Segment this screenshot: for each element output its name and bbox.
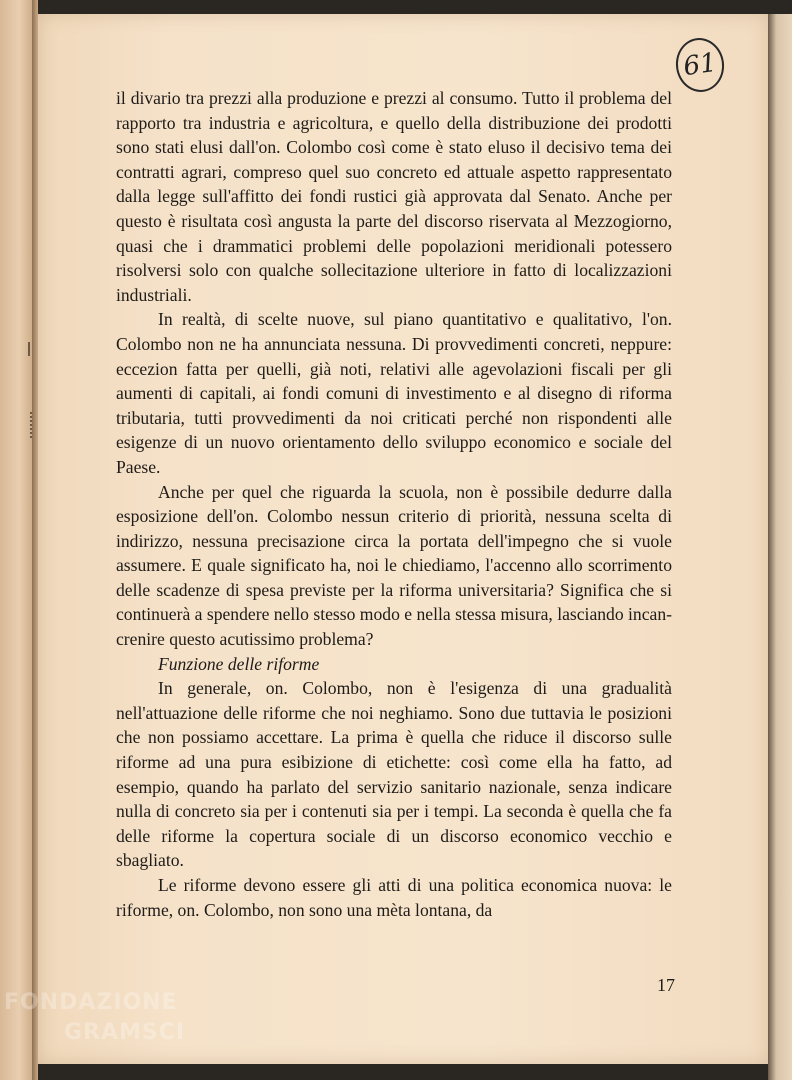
page-number: 17: [657, 975, 675, 995]
watermark-line: FONDAZIONE: [4, 990, 178, 1015]
facing-page-edge: [0, 0, 32, 1080]
paragraph: il divario tra prezzi alla produzione e prezzi al consumo. Tutto il problema del rapporto tra industria e agricoltura, e quello della distribuzione dei prodotti sono stati elusi dall'on. Colombo così come è stato eluso il decisivo tema dei contratti agrari, compreso quel suo concreto ed attuale aspetto rappresentato dalla legge sull'affitto dei fondi rustici già approvata dal Senato. Anche per questo è risultata così angusta la parte del discorso riservata al Mezzogiorno, quasi che i drammatici problemi delle popolazioni meridionali potessero risolversi solo con qualche sollecitazione ulteriore in fatto di localizzazioni industriali.: [116, 88, 672, 305]
watermark: [4, 990, 204, 1070]
paragraph: In realtà, di scelte nuove, sul piano quantitativo e qualitativo, l'on. Colombo non ne ha annunciata nessuna. Di provvedimenti concreti, neppure: eccezion fatta per quelli, già noti, relativi alle agevolazioni fiscali per gli aumenti di capitali, ai fondi comuni di investimento e al disegno di riforma tributaria, tutti provvedimenti da noi criticati perché non rispondenti alle esigenze di un nuovo orientamento dello sviluppo economico e sociale del Paese.: [116, 309, 672, 477]
body-text: [116, 86, 672, 922]
folio-number: 61: [681, 47, 719, 83]
page-edge: [768, 14, 792, 1080]
paragraph: In generale, on. Colombo, non è l'esigenza di una gradualità nell'attuazione delle riforme che noi neghiamo. Sono due tuttavia le posizioni che non possiamo accettare. La prima è quella che riduce il discorso sulle riforme ad una pura esibizione di etichette: così come ella ha fatto, ad esempio, quando ha parlato del servizio sanitario nazionale, senza indicare nulla di concreto sia per i contenuti sia per i tempi. La seconda è quella che fa delle riforme la copertura sociale di un discorso economico vecchio e sbagliato.: [116, 678, 672, 871]
watermark-line: GRAMSCI: [64, 1020, 186, 1045]
section-heading: Funzione delle riforme: [158, 653, 320, 674]
paragraph: Le riforme devono essere gli atti di una politica economica nuova: le riforme, on. Colombo, non sono una mèta lontana, da: [116, 875, 672, 920]
paragraph: Anche per quel che riguarda la scuola, non è possibile dedurre dalla esposizione dell'on. Colombo nessun criterio di priorità, nessuna scelta di indirizzo, nessuna precisazione circa la portata dell'impegno che si vuole assumere. E quale significato ha, noi le chiediamo, l'accenno allo scorrimento delle scadenze di spesa previste per la riforma universitaria? Significa che si continuerà a spendere nello stesso modo e nella stessa misura, lasciando incancrenire questo acutissimo problema?: [116, 481, 672, 650]
